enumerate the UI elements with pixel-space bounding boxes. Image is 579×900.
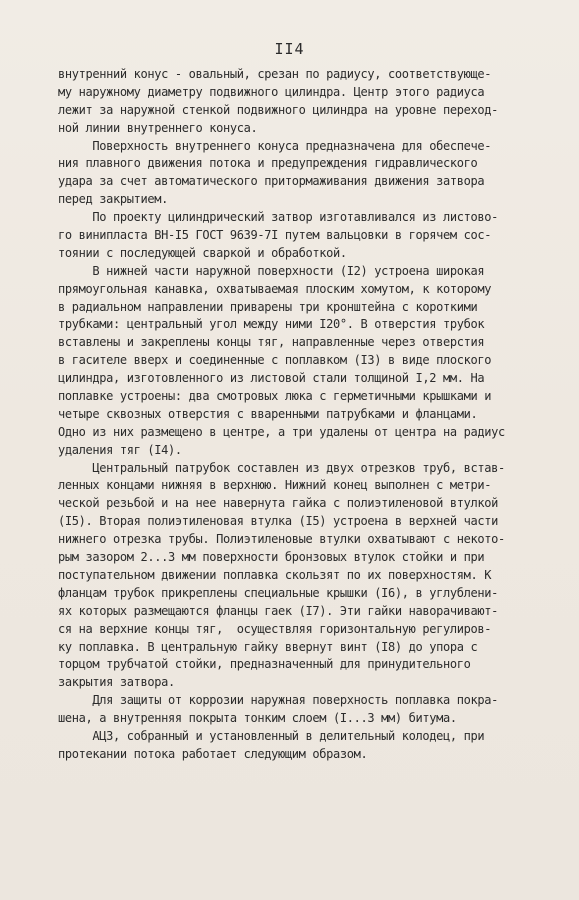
text-line: АЦЗ, собранный и установленный в делительный колодец, при <box>58 728 485 743</box>
text-line: лежит за наружной стенкой подвижного цилиндра на уровне переход- <box>58 102 498 117</box>
body-text <box>58 66 558 764</box>
text-line: го винипласта ВН-I5 ГОСТ 9639-7I путем вальцовки в горячем сос- <box>58 228 492 243</box>
text-line: рым зазором 2...3 мм поверхности бронзовых втулок стойки и при <box>58 550 485 565</box>
text-line: Для защиты от коррозии наружная поверхность поплавка покра- <box>58 693 498 708</box>
text-line: ческой резьбой и на нее навернута гайка с полиэтиленовой втулкой <box>58 496 498 511</box>
text-line: протекании потока работает следующим образом. <box>58 746 368 761</box>
page-number: II4 <box>274 40 305 58</box>
text-line: в гасителе вверх и соединенные с поплавком (I3) в виде плоского <box>58 353 492 368</box>
text-line: В нижней части наружной поверхности (I2) устроена широкая <box>58 263 485 278</box>
text-line: Поверхность внутреннего конуса предназначена для обеспече- <box>58 138 492 153</box>
text-line: фланцам трубок прикреплены специальные крышки (I6), в углублени- <box>58 585 498 600</box>
text-line: По проекту цилиндрический затвор изготавливался из листово- <box>58 210 498 225</box>
text-line: внутренний конус - овальный, срезан по радиусу, соответствующе- <box>58 67 492 81</box>
text-line: трубками: центральный угол между ними I20°. В отверстия трубок <box>58 317 485 332</box>
text-line: ся на верхние концы тяг, осуществляя горизонтальную регулиров- <box>58 621 492 636</box>
text-line: перед закрытием. <box>58 192 168 207</box>
text-line: поплавке устроены: два смотровых люка с герметичными крышками и <box>58 389 492 404</box>
text-line: ния плавного движения потока и предупреждения гидравлического <box>58 156 478 171</box>
text-line: ях которых размещаются фланцы гаек (I7). Эти гайки наворачивают- <box>58 603 498 618</box>
text-line: четыре сквозных отверстия с вваренными патрубками и фланцами. <box>58 406 478 421</box>
text-line: му наружному диаметру подвижного цилиндра. Центр этого радиуса <box>58 84 485 99</box>
text-line: закрытия затвора. <box>58 675 175 690</box>
text-line: в радиальном направлении приварены три кронштейна с короткими <box>58 299 478 314</box>
text-line: Центральный патрубок составлен из двух отрезков труб, встав- <box>58 460 505 475</box>
text-line: прямоугольная канавка, охватываемая плоским хомутом, к которому <box>58 281 492 296</box>
text-line: ленных концами нижняя в верхнюю. Нижний конец выполнен с метри- <box>58 478 492 493</box>
text-line: ку поплавка. В центральную гайку ввернут винт (I8) до упора с <box>58 639 478 654</box>
text-line: тоянии с последующей сваркой и обработкой. <box>58 245 347 260</box>
text-line: торцом трубчатой стойки, предназначенный для принудительного <box>58 657 471 672</box>
text-line: удара за счет автоматического притормаживания движения затвора <box>58 174 485 189</box>
text-line: Одно из них размещено в центре, а три удалены от центра на радиус <box>58 424 505 439</box>
text-line: ной линии внутреннего конуса. <box>58 120 258 135</box>
text-line: удаления тяг (I4). <box>58 442 182 457</box>
text-line: (I5). Вторая полиэтиленовая втулка (I5) устроена в верхней части <box>58 514 498 529</box>
text-line: поступательном движении поплавка скользят по их поверхностям. К <box>58 567 492 582</box>
text-line: нижнего отрезка трубы. Полиэтиленовые втулки охватывают с некото- <box>58 532 505 547</box>
text-line: шена, а внутренняя покрыта тонким слоем (I...3 мм) битума. <box>58 711 457 726</box>
text-line: вставлены и закреплены концы тяг, направленные через отверстия <box>58 335 485 350</box>
text-line: цилиндра, изготовленного из листовой стали толщиной I,2 мм. На <box>58 371 485 386</box>
